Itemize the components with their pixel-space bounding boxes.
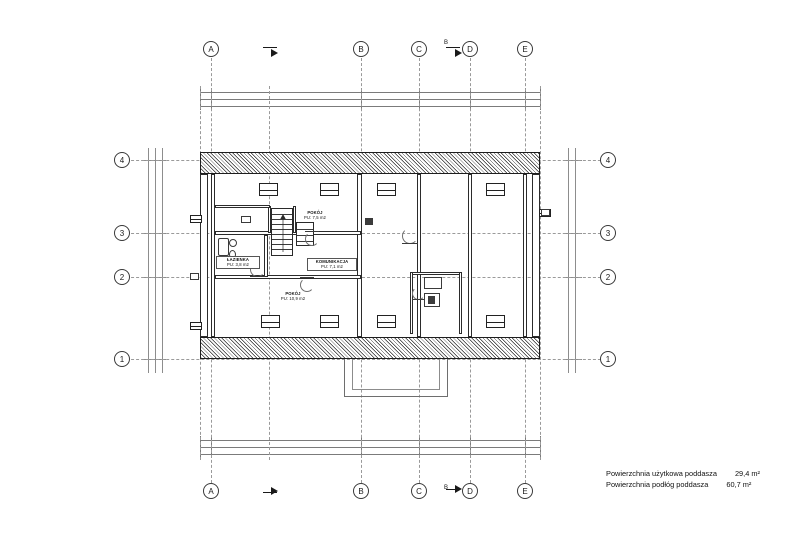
interior-wall-top-partition <box>215 205 270 208</box>
window-top-2 <box>320 183 339 196</box>
section-mark-arrow-b-bottom <box>455 485 462 493</box>
exterior-wall-left <box>200 174 208 337</box>
room-label-pokoj-2 <box>272 291 314 301</box>
section-mark-arrow-a-bottom <box>271 487 278 495</box>
room-area: PU: 3,8 m2 <box>227 262 249 268</box>
interior-wall-shaft <box>410 272 462 275</box>
section-label-b-top: B <box>444 40 449 46</box>
window-left-1 <box>190 215 202 223</box>
room-name: ŁAZIENKA <box>227 257 249 262</box>
window-bottom-2 <box>320 315 339 328</box>
area-value-floor: 60,7 m² <box>726 480 752 489</box>
exterior-wall-bottom <box>200 337 540 359</box>
grid-axis-aux-mid <box>269 86 270 460</box>
grid-bubble-2-right: 2 <box>600 269 616 285</box>
grid-bubble-3-right: 3 <box>600 225 616 241</box>
dimension-line-right-1 <box>568 148 569 373</box>
equipment-box-3 <box>190 273 199 280</box>
room-name: KOMUNIKACJA <box>315 259 349 264</box>
dimension-line-right-2 <box>575 148 576 373</box>
grid-bubble-C-top: C <box>411 41 427 57</box>
grid-bubble-D-bottom: D <box>462 483 478 499</box>
area-value-usable: 29,4 m² <box>734 469 760 478</box>
equipment-box-2 <box>365 218 373 225</box>
door-swing-attic-right <box>402 228 418 244</box>
door-leaf-pokoj-2 <box>300 277 314 278</box>
room-area: PU: 7,1 m2 <box>321 264 343 270</box>
room-label-komunikacja <box>307 259 357 269</box>
grid-bubble-A-bottom: A <box>203 483 219 499</box>
window-top-1 <box>259 183 278 196</box>
dimension-line-bottom-3 <box>200 454 540 455</box>
interior-wall-vertical-b <box>357 174 362 337</box>
interior-wall-vertical-d <box>468 174 472 337</box>
roof-outline-inner <box>352 359 440 390</box>
bathtub-fixture <box>218 238 229 256</box>
sink-fixture <box>229 239 237 247</box>
dimension-line-top-1 <box>200 92 540 93</box>
grid-bubble-D-top: D <box>462 41 478 57</box>
door-swing-pokoj-2 <box>300 278 314 292</box>
dimension-line-left-1 <box>148 148 149 373</box>
interior-wall-vertical-c <box>417 174 421 337</box>
interior-wall-shaft-right <box>459 272 462 334</box>
window-bottom-3 <box>377 315 396 328</box>
door-leaf-bathroom <box>250 276 265 277</box>
area-label-usable: Powierzchnia użytkowa poddasza <box>606 469 717 478</box>
grid-bubble-A-top: A <box>203 41 219 57</box>
dimension-line-bottom-2 <box>200 447 540 448</box>
interior-wall-vertical-left <box>211 174 215 337</box>
window-left-2 <box>190 322 202 330</box>
area-summary <box>606 468 760 490</box>
grid-bubble-1-right: 1 <box>600 351 616 367</box>
dimension-line-left-2 <box>155 148 156 373</box>
section-mark-arrow-b-top <box>455 49 462 57</box>
window-bottom-1 <box>261 315 280 328</box>
door-leaf-attic-right <box>402 243 418 244</box>
dimension-line-left-3 <box>162 148 163 373</box>
equipment-box-4 <box>541 209 550 216</box>
door-swing-pokoj-1 <box>305 232 319 246</box>
grid-bubble-1-left: 1 <box>114 351 130 367</box>
dimension-line-bottom-1 <box>200 440 540 441</box>
grid-bubble-C-bottom: C <box>411 483 427 499</box>
room-area: PU: 7,5 m2 <box>304 215 326 221</box>
equipment-box-1 <box>241 216 251 223</box>
stair-direction-arrow <box>278 212 288 256</box>
grid-bubble-B-top: B <box>353 41 369 57</box>
grid-bubble-4-left: 4 <box>114 152 130 168</box>
grid-bubble-E-bottom: E <box>517 483 533 499</box>
room-label-pokoj-1 <box>296 210 334 220</box>
grid-axis-aux-right <box>540 86 541 460</box>
area-label-floor: Powierzchnia podłóg poddasza <box>606 480 709 489</box>
area-row-usable <box>606 468 760 479</box>
exterior-wall-right <box>532 174 540 337</box>
window-top-4 <box>486 183 505 196</box>
interior-wall-shaft-left <box>410 272 413 334</box>
window-bottom-4 <box>486 315 505 328</box>
grid-axis-3 <box>116 233 616 234</box>
dimension-line-top-2 <box>200 99 540 100</box>
door-leaf-pokoj-1 <box>305 231 319 232</box>
dimension-line-top-3 <box>200 106 540 107</box>
area-row-floor <box>606 479 760 490</box>
shaft-opening <box>424 277 442 289</box>
exterior-wall-top <box>200 152 540 174</box>
interior-wall-vertical-e <box>523 174 527 337</box>
room-name: POKÓJ <box>307 210 323 215</box>
grid-bubble-E-top: E <box>517 41 533 57</box>
door-leaf-shaft <box>412 299 425 300</box>
room-name: POKÓJ <box>285 291 301 296</box>
window-top-3 <box>377 183 396 196</box>
interior-wall-horizontal-2 <box>215 275 361 279</box>
section-mark-line-a-top <box>263 47 277 48</box>
room-label-lazienka <box>216 257 260 267</box>
grid-bubble-B-bottom: B <box>353 483 369 499</box>
section-label-b-bottom: B <box>444 485 449 491</box>
chimney-flue <box>428 296 435 304</box>
section-mark-arrow-a-top <box>271 49 278 57</box>
grid-bubble-4-right: 4 <box>600 152 616 168</box>
grid-bubble-3-left: 3 <box>114 225 130 241</box>
room-area: PU: 10,9 m2 <box>280 296 306 302</box>
grid-bubble-2-left: 2 <box>114 269 130 285</box>
section-mark-line-b-top <box>446 47 460 48</box>
